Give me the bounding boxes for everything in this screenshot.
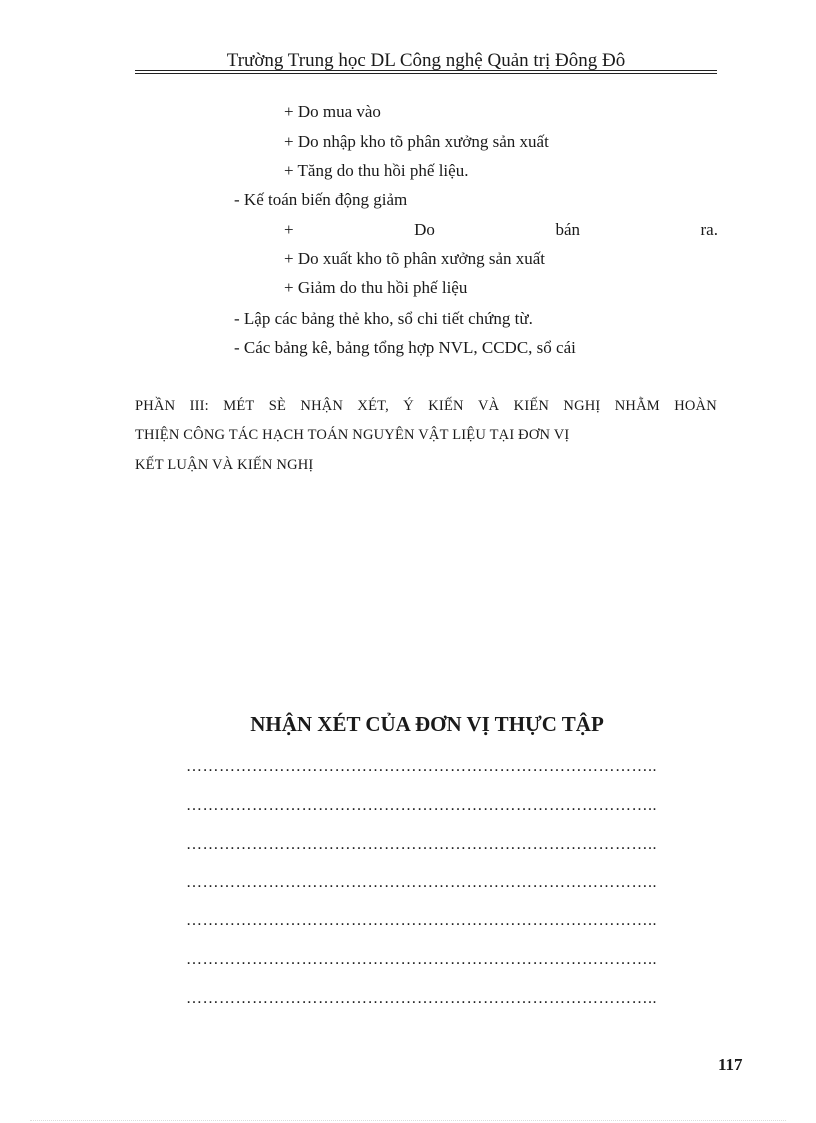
dotted-answer-line[interactable]: ………………………………………………………………………….. [186,836,657,853]
dotted-answer-line[interactable]: ………………………………………………………………………….. [186,951,657,968]
section-word: Ý [403,398,414,414]
dotted-answer-line[interactable]: ………………………………………………………………………….. [186,990,657,1007]
header-rule-double [135,73,717,74]
page-number: 117 [718,1055,743,1074]
section-word: SÈ [268,398,287,414]
justified-word: Do [414,220,435,239]
dotted-answer-line[interactable]: ………………………………………………………………………….. [186,912,657,929]
section-word: PHẦN [135,398,176,414]
list-item-increase-3: + Tăng do thu hồi phế liệu. [284,161,469,180]
section-heading-line2: THIỆN CÔNG TÁC HẠCH TOÁN NGUYÊN VẬT LIỆU TẠI ĐƠN VỊ [135,427,570,443]
list-item-decrease-1: + Do xuất kho tõ phân xưởng sản xuất [284,249,546,268]
header-rule [135,70,717,71]
section-heading-line1 [135,398,717,415]
section-heading-line3: KẾT LUẬN VÀ KIẾN NGHỊ [135,457,314,473]
list-item-justified [284,220,718,240]
section-word: NHẬN [300,398,344,414]
dotted-answer-line[interactable]: ………………………………………………………………………….. [186,797,657,814]
section-word: XÉT, [357,398,389,414]
section-word: HOÀN [674,398,717,414]
list-item-increase-1: + Do mua vào [284,102,381,121]
dotted-answer-line[interactable]: ………………………………………………………………………….. [186,758,657,775]
closing-item-2: - Các bảng kê, bảng tổng hợp NVL, CCDC, sổ cái [234,338,576,357]
header-title: Trường Trung học DL Công nghệ Quản trị Đông Đô [226,50,626,71]
list-item-increase-2: + Do nhập kho tõ phân xưởng sản xuất [284,132,549,151]
section-word: KIẾN [513,398,550,414]
footer-rule [30,1120,786,1121]
list-item-decrease-2: + Giảm do thu hồi phế liệu [284,278,468,297]
justified-word: bán [555,220,580,239]
section-word: NHẰM [614,398,660,414]
section-word: MÉT [223,398,255,414]
justified-word: + [284,220,294,239]
section-word: III: [189,398,209,414]
justified-word: ra. [700,220,718,239]
section-word: NGHỊ [563,398,601,414]
closing-item-1: - Lập các bảng thẻ kho, sổ chi tiết chứng từ. [234,309,533,328]
dotted-answer-line[interactable]: ………………………………………………………………………….. [186,874,657,891]
decrease-heading: - Kế toán biến động giảm [234,190,408,209]
section-word: KIẾN [428,398,464,414]
evaluation-title: NHẬN XÉT CỦA ĐƠN VỊ THỰC TẬP [250,712,604,736]
section-word: VÀ [478,398,500,414]
